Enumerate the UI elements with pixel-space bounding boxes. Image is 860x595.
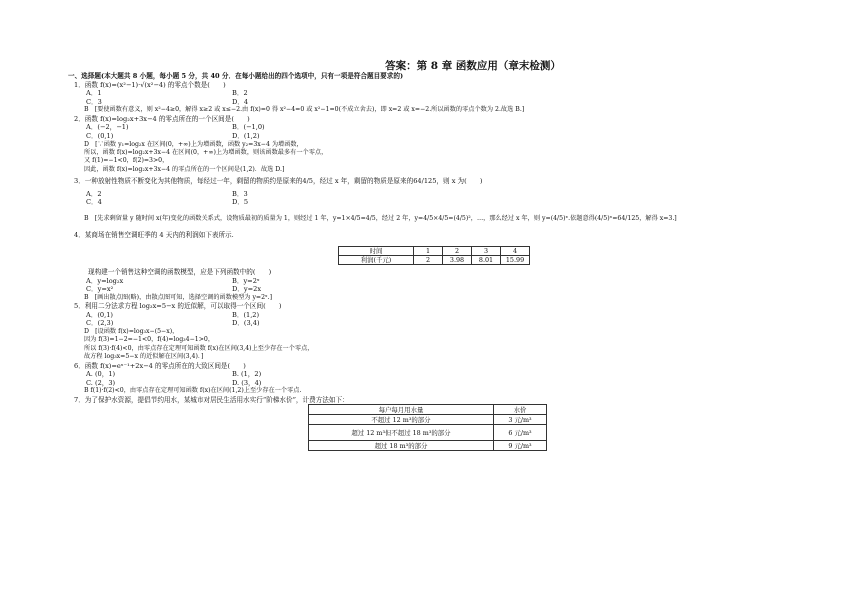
- water-price-table: [308, 404, 547, 451]
- table-cell: 利润(千元): [339, 255, 414, 264]
- table-cell: 1: [414, 246, 443, 255]
- question-1-stem: 1．函数 f(x)=(x²−1)·√(x²−4) 的零点个数是( ): [74, 80, 226, 89]
- question-3-options: [68, 190, 808, 199]
- option-b: B．(1,2): [232, 310, 260, 319]
- table-row: [309, 441, 547, 451]
- table-cell: 3: [472, 246, 501, 255]
- option-a: A．2: [86, 189, 102, 198]
- table-cell: 3.98: [443, 255, 472, 264]
- question-5-solution-line: 故方程 log₃x=5−x 的近似解在区间(3,4)．]: [84, 353, 204, 361]
- option-a: A．y=log₂x: [86, 276, 124, 285]
- question-5-solution-line: 因为 f(3)=1−2=−1<0，f(4)=log₃4−1>0，: [84, 336, 215, 344]
- table-cell: 3 元/m³: [494, 415, 547, 425]
- question-2-stem: 2．函数 f(x)=log₂x+3x−4 的零点所在的一个区间是( ): [74, 114, 250, 123]
- question-6-solution: B f(1)·f(2)<0，由零点存在定理可知函数 f(x)在区间(1,2)上至少存在一个零点.: [84, 387, 302, 395]
- table-cell: 4: [501, 246, 530, 255]
- question-4-solution: B [画出散点图(略)，由散点图可知，选择空调的函数模型为 y=2ˣ.]: [84, 293, 273, 301]
- option-a: A．(0,1): [86, 310, 113, 319]
- table-cell: 6 元/m³: [494, 425, 547, 441]
- table-row: [339, 246, 530, 255]
- option-a: A. (0，1): [86, 370, 116, 379]
- question-6-stem: 6．函数 f(x)=eˣ⁻¹+2x−4 的零点所在的大致区间是( ): [74, 361, 246, 370]
- question-7-stem: 7．为了保护水资源，提倡节约用水，某城市对居民生活用水实行“阶梯水价”，计费方法如下：: [74, 395, 349, 404]
- question-4-stem: 4．某商场在销售空调旺季的 4 天内的利润如下表所示.: [74, 231, 234, 240]
- question-3-stem: 3．一种放射性物质不断变化为其他物质，每经过一年，剩留的物质约是原来的4/5，经过 x 年，剩留的物质是原来的64/125，则 x 为( ): [74, 177, 483, 186]
- table-row: [309, 415, 547, 425]
- option-a: A．(−2，−1): [86, 123, 129, 132]
- option-c: C．3: [86, 97, 102, 106]
- table-row: [309, 405, 547, 415]
- option-a: A．1: [86, 89, 102, 98]
- question-1-solution: B [要使函数有意义，则 x²−4≥0，解得 x≥2 或 x≤−2.由 f(x)=0 得 x²−4=0 或 x²−1=0(不成立舍去)，即 x=2 或 x=−2.所以函数的零点个数为 2.故选 B.]: [84, 106, 525, 114]
- document-page: [68, 58, 808, 450]
- option-c: C．y=x²: [86, 285, 114, 294]
- table-cell: 15.99: [501, 255, 530, 264]
- table-cell: 不超过 12 m³的部分: [309, 415, 494, 425]
- question-3-options-row2: [68, 198, 808, 207]
- question-2-solution-line: 又 f(1)=−1<0，f(2)=3>0，: [84, 157, 169, 165]
- question-4-options: [68, 277, 808, 286]
- option-d: D．5: [232, 198, 249, 207]
- section-heading: 一、选择题(本大题共 8 小题，每小题 5 分，共 40 分．在每小题给出的四个选项中，只有一项是符合题目要求的): [68, 72, 404, 80]
- table-cell: 2: [443, 246, 472, 255]
- profit-table: [338, 246, 530, 265]
- question-5-solution-line: D [设函数 f(x)=log₃x−(5−x)，: [84, 327, 179, 335]
- table-cell: 8.01: [472, 255, 501, 264]
- question-5-solution-line: 所以 f(3)·f(4)<0，由零点存在定理可知函数 f(x)在区间(3,4)上至少存在一个零点，: [84, 344, 314, 352]
- question-2-solution-line: 因此，函数 f(x)=log₂x+3x−4 的零点所在的一个区间是(1,2)．故选 D.]: [84, 165, 285, 173]
- question-2-options: [68, 123, 808, 132]
- table-cell: 2: [414, 255, 443, 264]
- question-5-options-row2: [68, 319, 808, 328]
- table-row: [339, 255, 530, 264]
- option-d: D．4: [232, 97, 249, 106]
- table-header-cell: 水价: [494, 405, 547, 415]
- option-c: C．(2,3): [86, 319, 114, 328]
- table-header-cell: 每户每月用水量: [309, 405, 494, 415]
- table-cell: 时间: [339, 246, 414, 255]
- option-b: B. (1，2): [232, 370, 262, 379]
- option-d: D．y=2x: [232, 285, 262, 294]
- table-cell: 超过 12 m³但不超过 18 m³的部分: [309, 425, 494, 441]
- table-cell: 超过 18 m³的部分: [309, 441, 494, 451]
- question-4-stem-2: 现构建一个销售这种空调的函数模型，应是下列函数中的( ): [88, 267, 272, 276]
- option-d: D．(3,4): [232, 319, 260, 328]
- table-cell: 9 元/m³: [494, 441, 547, 451]
- question-4-options-row2: [68, 285, 808, 294]
- question-2-solution-line: 所以，函数 f(x)=log₂x+3x−4 在区间(0，+∞)上为增函数，则该函数最多有一个零点，: [84, 148, 328, 156]
- question-3-solution: B [先求剩留量 y 随时间 x(年)变化的函数关系式，设物质最初的质量为 1，则经过 1 年，y=1×4/5=4/5，经过 2 年，y=4/5×4/5=(4/5)²，…，那么经过 x 年，则 y=(4/5)ˣ.依题意得(4/5)ˣ=64/125，解得 x=3.]: [84, 214, 677, 222]
- option-b: B．3: [232, 189, 248, 198]
- option-b: B．2: [232, 89, 248, 98]
- option-c: C．4: [86, 198, 102, 207]
- question-6-options: [68, 370, 808, 379]
- option-d: D. (3，4): [232, 378, 262, 387]
- table-row: [309, 425, 547, 441]
- question-5-options: [68, 311, 808, 320]
- question-2-solution-line: D [∵函数 y₁=log₂x 在区间(0，+∞)上为增函数，函数 y₂=3x−4 为增函数，: [84, 140, 303, 148]
- option-d: D．(1,2): [232, 131, 260, 140]
- option-b: B．y=2ˣ: [232, 276, 260, 285]
- page-title: 答案：第 8 章 函数应用（章末检测）: [385, 60, 561, 72]
- option-b: B．(−1,0): [232, 123, 265, 132]
- question-1-options: [68, 89, 808, 98]
- question-2-options-row2: [68, 132, 808, 141]
- option-c: C. (2，3): [86, 378, 116, 387]
- question-5-stem: 5．利用二分法求方程 log₃x=5−x 的近似解，可以取得一个区间( ): [74, 302, 282, 311]
- option-c: C．(0,1): [86, 131, 114, 140]
